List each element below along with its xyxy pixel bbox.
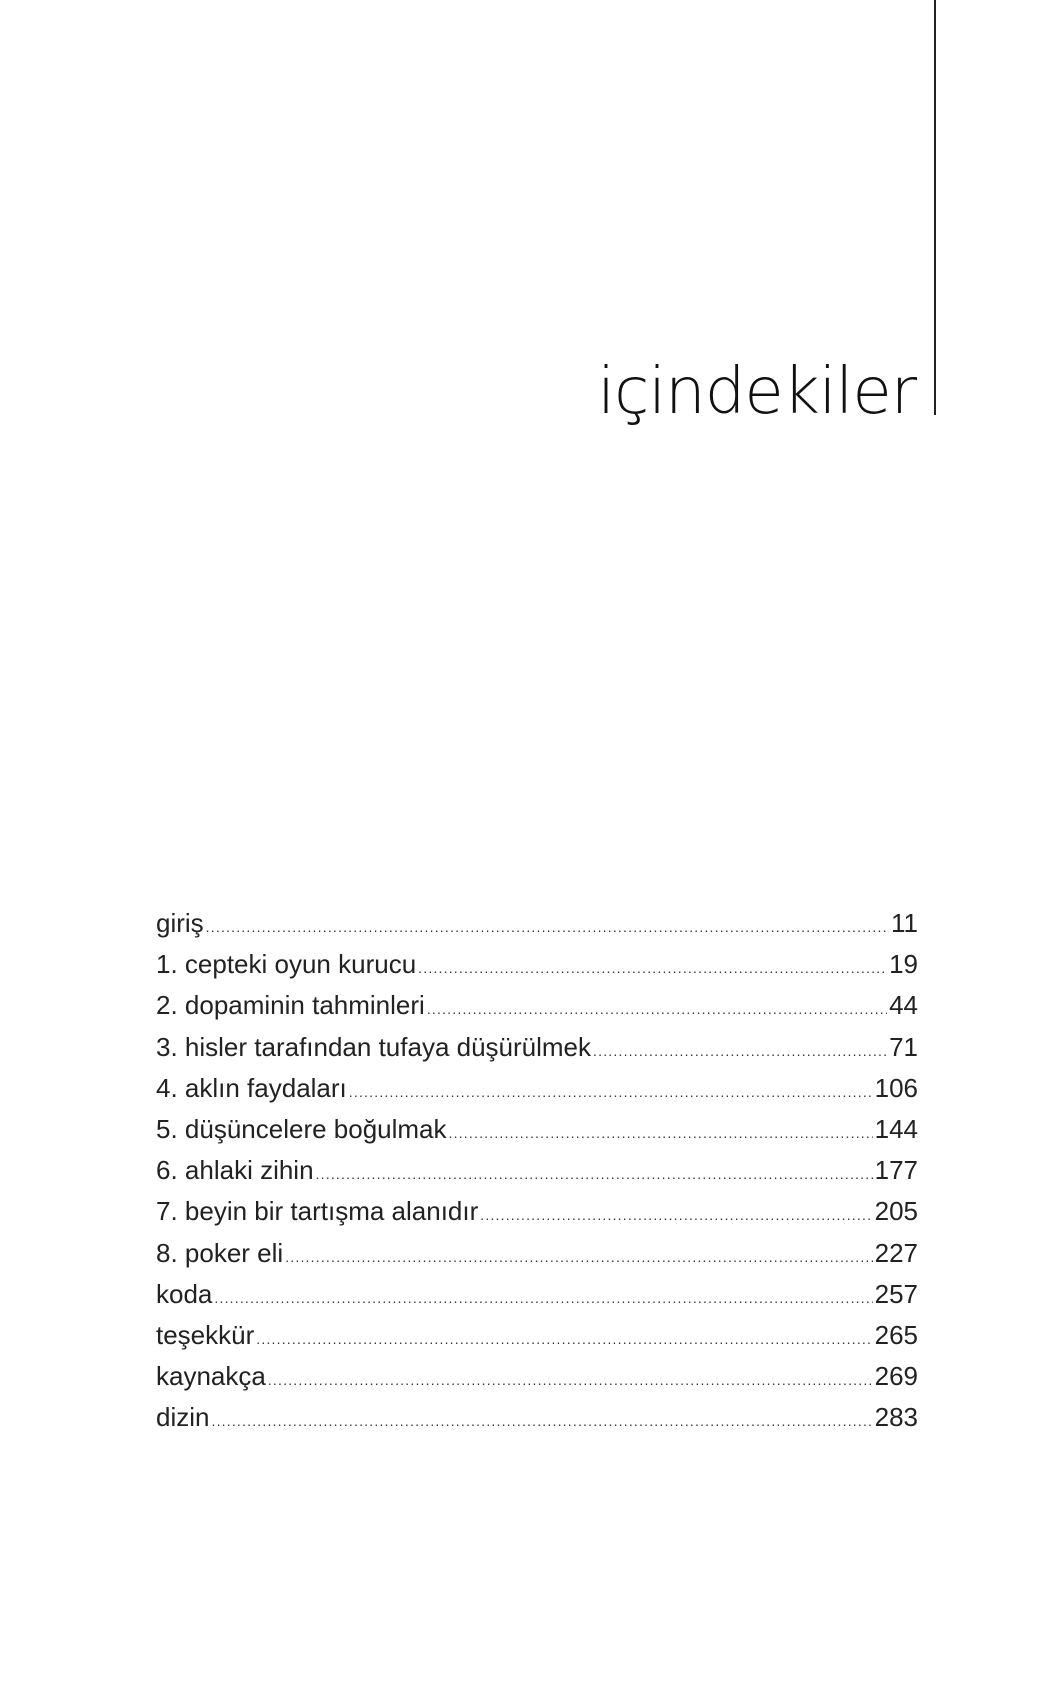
toc-entry[interactable] — [156, 985, 918, 1026]
toc-entry[interactable] — [156, 1274, 918, 1315]
toc-dot-leader — [206, 907, 889, 948]
toc-entry-page: 177 — [874, 1155, 918, 1186]
toc-dot-leader — [349, 1072, 873, 1113]
toc-entry-page: 257 — [874, 1278, 918, 1309]
toc-entry-label: 3. hisler tarafından tufaya düşürülmek — [156, 1031, 592, 1062]
toc-entry-page: 144 — [874, 1113, 918, 1144]
toc-entry-label: giriş — [156, 908, 204, 938]
toc-entry[interactable] — [156, 903, 918, 944]
table-of-contents — [156, 903, 918, 1438]
toc-dot-leader — [285, 1237, 872, 1278]
toc-dot-leader — [418, 948, 887, 989]
toc-entry-page: 283 — [874, 1402, 918, 1433]
toc-entry[interactable] — [156, 1356, 918, 1397]
toc-entry[interactable] — [156, 1191, 918, 1232]
toc-entry-page: 19 — [889, 949, 918, 980]
toc-dot-leader — [593, 1031, 887, 1072]
toc-entry-label: 8. poker eli — [156, 1237, 284, 1268]
toc-entry-label: 6. ahlaki zihin — [156, 1155, 314, 1186]
toc-dot-leader — [211, 1401, 872, 1442]
toc-dot-leader — [256, 1319, 872, 1360]
toc-entry[interactable] — [156, 1233, 918, 1274]
toc-dot-leader — [480, 1195, 872, 1236]
toc-entry-label: 5. düşüncelere boğulmak — [156, 1113, 447, 1144]
toc-entry-page: 269 — [874, 1361, 918, 1392]
toc-entry-label: koda — [156, 1278, 213, 1309]
toc-dot-leader — [449, 1113, 873, 1154]
toc-entry-page: 227 — [874, 1237, 918, 1268]
page-title: içindekiler — [597, 355, 916, 429]
toc-dot-leader — [214, 1278, 872, 1319]
toc-entry-page: 71 — [889, 1031, 918, 1062]
toc-entry[interactable] — [156, 1109, 918, 1150]
vertical-rule — [934, 0, 936, 415]
toc-entry-page: 106 — [874, 1072, 918, 1103]
toc-dot-leader — [316, 1154, 873, 1195]
toc-dot-leader — [427, 989, 887, 1030]
toc-entry[interactable] — [156, 1315, 918, 1356]
toc-entry[interactable] — [156, 1027, 918, 1068]
toc-entry-label: 1. cepteki oyun kurucu — [156, 949, 417, 980]
toc-entry-label: 2. dopaminin tahminleri — [156, 990, 425, 1021]
toc-entry-page: 205 — [874, 1196, 918, 1227]
toc-entry-page: 44 — [889, 990, 918, 1021]
toc-entry-label: kaynakça — [156, 1361, 266, 1392]
toc-entry-page: 265 — [874, 1319, 918, 1350]
toc-entry-page: 11 — [891, 908, 918, 938]
toc-entry-label: dizin — [156, 1402, 210, 1433]
toc-entry-label: 7. beyin bir tartışma alanıdır — [156, 1196, 479, 1227]
toc-entry[interactable] — [156, 1397, 918, 1438]
toc-entry[interactable] — [156, 1150, 918, 1191]
toc-entry[interactable] — [156, 1068, 918, 1109]
toc-entry[interactable] — [156, 944, 918, 985]
toc-dot-leader — [268, 1360, 873, 1401]
toc-entry-label: 4. aklın faydaları — [156, 1072, 347, 1103]
toc-entry-label: teşekkür — [156, 1319, 255, 1350]
